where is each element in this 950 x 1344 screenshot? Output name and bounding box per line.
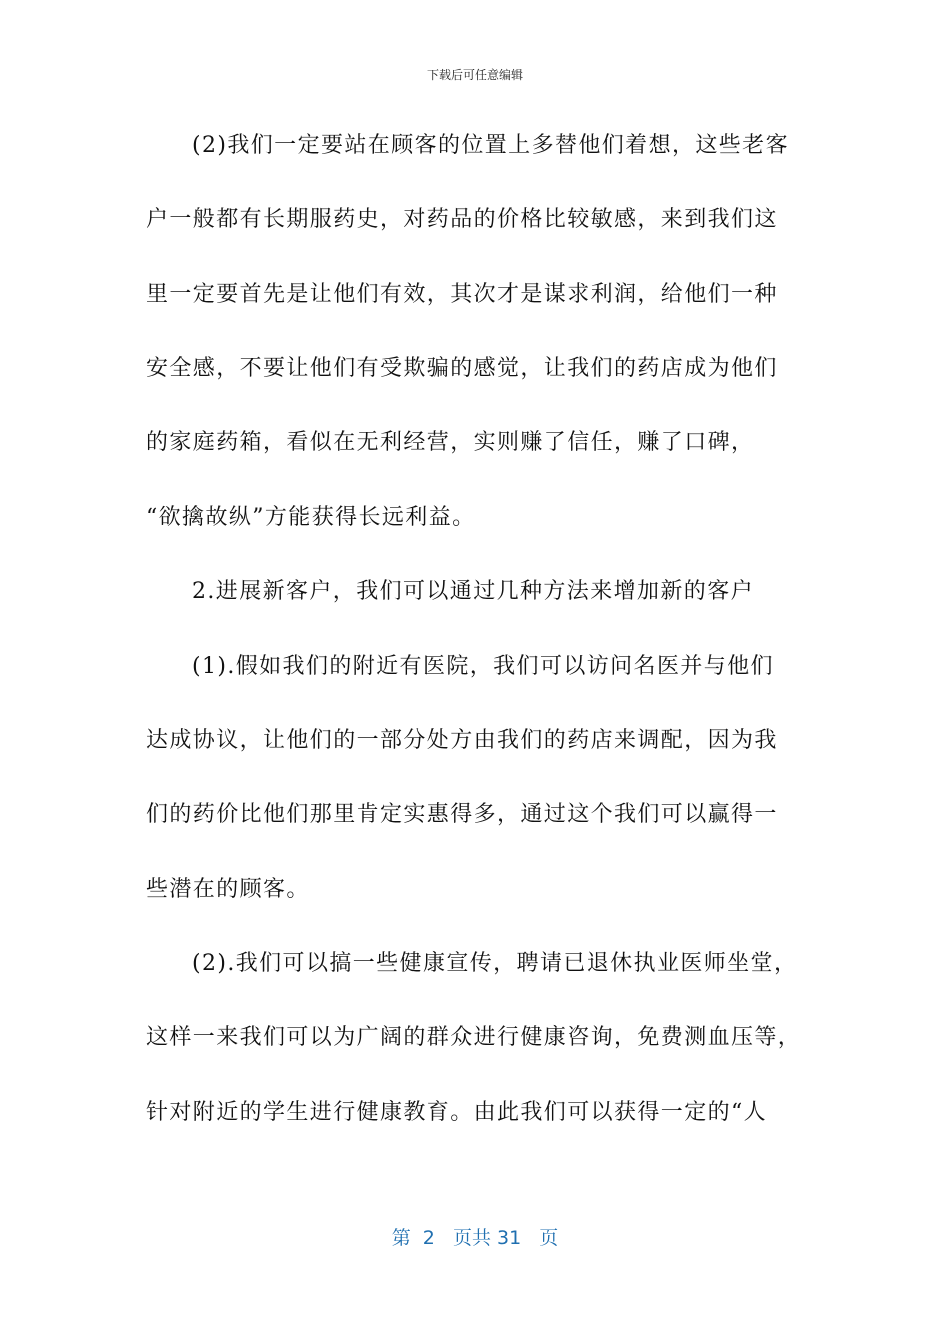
text-line: 安全感，不要让他们有受欺骗的感觉，让我们的药店成为他们: [146, 356, 778, 381]
text-line: (2)我们一定要站在顾客的位置上多替他们着想，这些老客: [192, 133, 789, 158]
text-line: 里一定要首先是让他们有效，其次才是谋求利润，给他们一种: [146, 282, 778, 307]
text-line: 的家庭药箱，看似在无利经营，实则赚了信任，赚了口碑，: [146, 430, 755, 455]
text-line: 户一般都有长期服药史，对药品的价格比较敏感，来到我们这: [146, 207, 778, 232]
text-line: 2.进展新客户，我们可以通过几种方法来增加新的客户: [192, 579, 754, 604]
text-line: 些潜在的顾客。: [146, 877, 310, 902]
text-line: 针对附近的学生进行健康教育。由此我们可以获得一定的“人: [146, 1100, 768, 1125]
text-line: 们的药价比他们那里肯定实惠得多，通过这个我们可以赢得一: [146, 802, 778, 827]
page-footer: 第 2 页共 31 页: [391, 1227, 559, 1249]
text-line: (1).假如我们的附近有医院，我们可以访问名医并与他们: [192, 654, 774, 679]
text-line: (2).我们可以搞一些健康宣传，聘请已退休执业医师坐堂，: [192, 951, 798, 976]
text-line: 这样一来我们可以为广阔的群众进行健康咨询，免费测血压等，: [146, 1025, 802, 1050]
text-line: 达成协议，让他们的一部分处方由我们的药店来调配，因为我: [146, 728, 778, 753]
text-line: “欲擒故纵”方能获得长远利益。: [146, 505, 476, 530]
page-header: 下载后可任意编辑: [426, 68, 523, 82]
